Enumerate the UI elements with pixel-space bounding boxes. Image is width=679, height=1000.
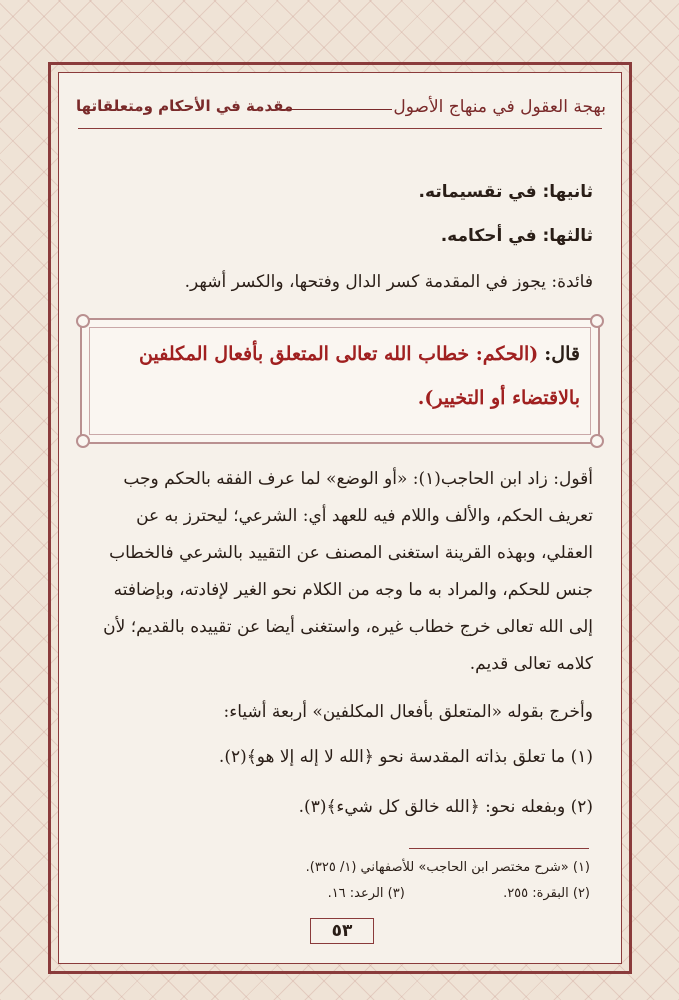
quote-line-2 bbox=[100, 380, 580, 416]
header-divider bbox=[78, 128, 602, 129]
quote-line-1 bbox=[100, 336, 580, 372]
line-faida: فائدة: يجوز في المقدمة كسر الدال وفتحها، والكسر أشهر. bbox=[184, 272, 593, 292]
footnote-2: (٢) البقرة: ٢٥٥. bbox=[503, 886, 590, 901]
line-second: ثانيها: في تقسيماته. bbox=[418, 182, 593, 202]
footnote-1: (١) «شرح مختصر ابن الحاجب» للأصفهاني (١/ ٣٢٥). bbox=[305, 860, 590, 875]
corner-ornament bbox=[590, 314, 604, 328]
quote-definition-1: (الحكم: خطاب الله تعالى المتعلق بأفعال المكلفين bbox=[139, 343, 539, 365]
quote-definition-2: بالاقتضاء أو التخيير). bbox=[417, 387, 580, 409]
running-header bbox=[68, 95, 612, 129]
footnote-rule bbox=[409, 848, 589, 849]
chapter-title: مقدمة في الأحكام ومتعلقاتها bbox=[76, 97, 294, 115]
footnote-row bbox=[90, 884, 590, 904]
paragraph-line: تعريف الحكم، والألف واللام فيه للعهد أي: الشرعي؛ ليحترز به عن bbox=[136, 506, 593, 526]
quote-lead: قال: bbox=[544, 343, 580, 365]
corner-ornament bbox=[76, 434, 90, 448]
list-item: (١) ما تعلق بذاته المقدسة نحو ﴿الله لا إله إلا هو﴾(٢). bbox=[218, 747, 593, 767]
footnote-3: (٣) الرعد: ١٦. bbox=[327, 886, 405, 901]
paragraph-line: كلامه تعالى قديم. bbox=[469, 654, 593, 674]
paragraph-line: وأخرج بقوله «المتعلق بأفعال المكلفين» أربعة أشياء: bbox=[223, 702, 593, 722]
page-number: ٥٣ bbox=[310, 918, 374, 944]
book-title: بهجة العقول في منهاج الأصول bbox=[393, 97, 606, 117]
paragraph-line: العقلي، وبهذه القرينة استغنى المصنف عن التقييد بالشرعي فالخطاب bbox=[109, 543, 593, 563]
paragraph-line: إلى الله تعالى خرج خطاب غيره، واستغنى أيضا عن تقييده بالقديم؛ لأن bbox=[103, 617, 593, 637]
corner-ornament bbox=[590, 434, 604, 448]
list-item: (٢) وبفعله نحو: ﴿الله خالق كل شيء﴾(٣). bbox=[298, 797, 593, 817]
corner-ornament bbox=[76, 314, 90, 328]
header-rule bbox=[278, 109, 392, 110]
paragraph-line: جنس للحكم، والمراد به ما وجه من الكلام نحو الغير لإفادته، وبإضافته bbox=[113, 580, 593, 600]
line-third: ثالثها: في أحكامه. bbox=[440, 226, 593, 246]
paragraph-line: أقول: زاد ابن الحاجب(١): «أو الوضع» لما عرف الفقه بالحكم وجب bbox=[123, 469, 593, 489]
